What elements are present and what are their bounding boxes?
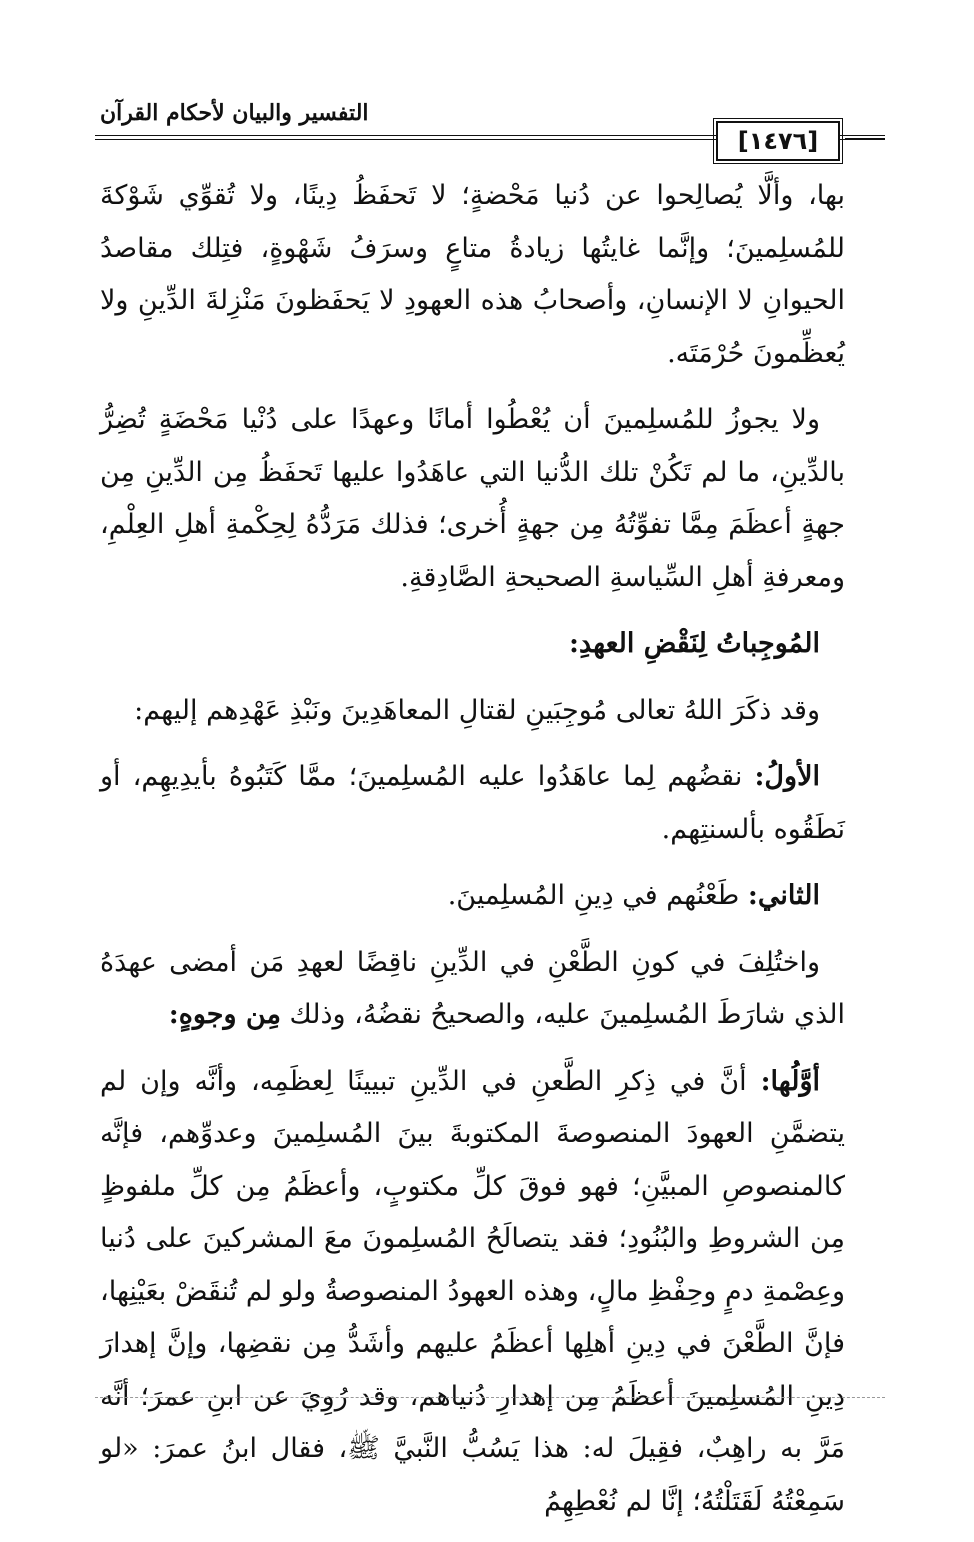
first-cause-text: نقضُهم لِما عاهَدُوا عليه المُسلِمينَ؛ ممَّا كَتَبُوهُ بأيدِيهِم، أو نَطَقُوه بألسنتِهم.	[100, 761, 845, 845]
running-title: التفسير والبيان لأحكام القرآن	[100, 100, 369, 126]
disagreement-text: واختُلِفَ في كونِ الطَّعْنِ في الدِّينِ ناقِضًا لعهدِ مَن أمضى عهدَهُ الذي شارَطَ المُسلِمينَ عليه، والصحيحُ نقضُهُ، وذلك	[100, 946, 845, 1030]
paragraph-first-way	[100, 1056, 845, 1529]
disagreement-bold: مِن وجوهٍ:	[168, 999, 281, 1030]
first-cause-label: الأولُ:	[754, 761, 820, 792]
section-heading: المُوجِباتُ لِنَقْضِ العهدِ:	[568, 628, 820, 659]
paragraph-covenant-ruling: ولا يجوزُ للمُسلِمينَ أن يُعْطُوا أمانًا وعهدًا على دُنْيا مَحْضَةٍ تُضِرُّ بالدِّينِ، ما لم تَكُنْ تلك الدُّنيا التي عاهَدُوا عليها تَحفَظُ مِن الدِّينِ مِن جهةٍ أعظَمَ مِمَّا تفوِّتُهُ مِن جهةٍ أُخرى؛ فذلك مَرَدُّهُ لِحِكْمةِ أهلِ العِلْمِ، ومعرفةِ أهلِ السِّياسةِ الصحيحةِ الصَّادِقةِ.	[100, 404, 845, 593]
paragraph-first-cause	[100, 751, 845, 856]
page-header	[95, 95, 885, 155]
second-cause-label: الثاني:	[747, 880, 820, 911]
paragraph-intro: بها، وألَّا يُصالِحوا عن دُنيا مَحْضةٍ؛ لا تَحفَظُ دِينًا، ولا تُقوِّي شَوْكةَ للمُسلِمينَ؛ وإنَّما غايتُها زيادةُ متاعٍ وسرَفُ شَهْوةٍ، فتِلك مقاصدُ الحيوانِ لا الإنسانِ، وأصحابُ هذه العهودِ لا يَحفَظونَ مَنْزِلةَ الدِّينِ ولا يُعظِّمونَ حُرْمَتَه.	[100, 180, 845, 369]
footer-rule	[95, 1397, 885, 1398]
page-body	[100, 170, 845, 1542]
page-number: [١٤٧٦]	[716, 121, 840, 161]
paragraph-disagreement	[100, 937, 845, 1042]
first-way-text: أنَّ في ذِكرِ الطَّعنِ في الدِّينِ تبيينًا لِعظَمِه، وأنَّه وإن لم يتضمَّنِ العهودَ المنصوصةَ المكتوبةَ بينَ المُسلِمينَ وعدوِّهم، فإنَّه كالمنصوصِ المبيَّنِ؛ فهو فوقَ كلِّ مكتوبٍ، وأعظَمُ مِن كلِّ ملفوظٍ مِن الشروطِ والبُنُودِ؛ فقد يتصالَحُ المُسلِمونَ معَ المشركينَ على دُنيا وعِصْمةِ دمٍ وحِفْظِ مالٍ، وهذه العهودُ المنصوصةُ ولو لم تُنقَضْ بعَيْنِها، فإنَّ الطَّعْنَ في دِينِ أهلِها أعظَمُ عليهم وأشَدُّ مِن نقضِها، وإنَّ إهدارَ دِينِ المُسلِمينَ أعظَمُ مِن إهدارِ دُنياهم، وقد رُوِيَ عن ابنِ عمرَ؛ أنَّه مَرَّ به راهِبٌ، فقِيلَ له: هذا يَسُبُّ النَّبيَّ ﷺ، فقال ابنُ عمرَ: «لو سَمِعْتُهُ لَقَتَلْتُهُ؛ إنَّا لم نُعْطِهِمُ	[100, 1065, 845, 1517]
paragraph-second-cause	[100, 870, 845, 923]
second-cause-text: طَعْنُهم في دِينِ المُسلِمينَ.	[447, 880, 740, 911]
paragraph-two-causes: وقد ذكَرَ اللهُ تعالى مُوجِبَينِ لقتالِ المعاهَدِينَ ونَبْذِ عَهْدِهم إليهم:	[134, 694, 820, 726]
first-way-label: أوَّلُها:	[760, 1065, 820, 1097]
header-tail-rule	[845, 138, 885, 140]
